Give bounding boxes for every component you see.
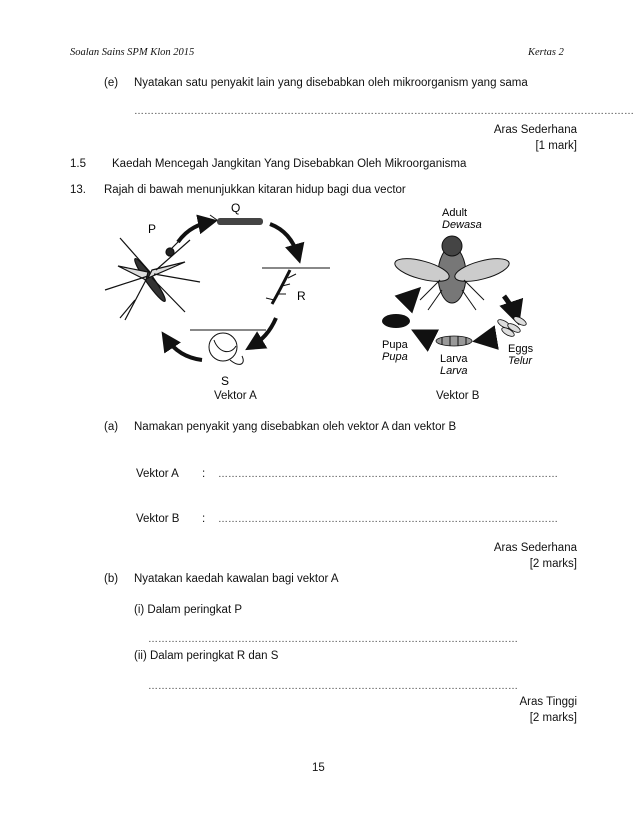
question-b-number: (b): [104, 573, 119, 585]
vektor-b-label: Vektor B: [136, 513, 180, 525]
label-q: Q: [231, 201, 241, 215]
maggot-icon: [436, 336, 472, 346]
life-cycle-diagram: [90, 200, 560, 385]
fly-pupa-icon: [382, 314, 410, 328]
answer-line-e: ……………………………………………………………………………………………………………………………………: [134, 106, 634, 117]
question-b-text: Nyatakan kaedah kawalan bagi vektor A: [134, 573, 339, 585]
caption-vektor-a: Vektor A: [214, 390, 257, 402]
mosquito-adult-icon: [105, 234, 200, 320]
vektor-a-colon: :: [202, 468, 206, 480]
label-adult-ms: Dewasa: [442, 219, 482, 231]
arrow-p-to-q: [178, 222, 210, 242]
marks-e: [1 mark]: [535, 140, 577, 152]
label-s: S: [221, 374, 230, 385]
arrow-larva-to-pupa: [420, 334, 428, 338]
question-13-text: Rajah di bawah menunjukkan kitaran hidup bagi dua vector: [104, 184, 406, 196]
level-e: Aras Sederhana: [493, 124, 577, 136]
section-title: Kaedah Mencegah Jangkitan Yang Disebabkan Oleh Mikroorganisma: [112, 158, 467, 170]
vektor-b-answer-line[interactable]: …………………………………………………………………………………………: [218, 514, 558, 525]
larva-icon: [262, 268, 330, 304]
question-e-number: (e): [104, 77, 119, 89]
arrow-r-to-s: [252, 318, 276, 346]
egg-raft-icon: [210, 215, 263, 225]
vector-a-cycle: [105, 201, 330, 385]
header-right: Kertas 2: [528, 47, 564, 58]
eggs-icon: [496, 315, 527, 338]
question-a-text: Namakan penyakit yang disebabkan oleh vektor A dan vektor B: [134, 421, 457, 433]
answer-line-b-i[interactable]: …………………………………………………………………………………………………: [148, 634, 518, 645]
page-number: 15: [312, 762, 325, 774]
label-larva-ms: Larva: [440, 365, 468, 377]
caption-vektor-b: Vektor B: [436, 390, 480, 402]
level-b: Aras Tinggi: [519, 696, 577, 708]
label-r: R: [297, 289, 306, 303]
section-number: 1.5: [70, 158, 86, 170]
answer-line-b-ii[interactable]: …………………………………………………………………………………………………: [148, 681, 518, 692]
question-13-number: 13.: [70, 184, 86, 196]
label-eggs-ms: Telur: [508, 355, 533, 367]
vektor-a-label: Vektor A: [136, 468, 179, 480]
label-p: P: [148, 222, 157, 236]
question-b-i: (i) Dalam peringkat P: [134, 604, 243, 616]
arrow-eggs-to-larva: [482, 338, 494, 340]
question-b-ii: (ii) Dalam peringkat R dan S: [134, 650, 279, 662]
level-a: Aras Sederhana: [493, 542, 577, 554]
vector-b-cycle: [382, 207, 534, 377]
vektor-a-answer-line[interactable]: …………………………………………………………………………………………: [218, 469, 558, 480]
question-a-number: (a): [104, 421, 119, 433]
label-pupa: Pupa: [382, 339, 408, 351]
label-larva: Larva: [440, 353, 468, 365]
vektor-b-colon: :: [202, 513, 206, 525]
label-pupa-ms: Pupa: [382, 351, 408, 363]
header-left: Soalan Sains SPM Klon 2015: [70, 47, 195, 58]
marks-a: [2 marks]: [529, 558, 577, 570]
label-adult: Adult: [442, 207, 468, 219]
arrow-q-to-r: [270, 224, 298, 256]
arrow-adult-to-eggs: [504, 296, 516, 316]
question-e-text: Nyatakan satu penyakit lain yang disebabkan oleh mikroorganism yang sama: [134, 77, 528, 89]
arrow-s-to-p: [166, 338, 202, 360]
arrow-pupa-to-adult: [404, 294, 414, 304]
label-eggs: Eggs: [508, 343, 534, 355]
marks-b: [2 marks]: [529, 712, 577, 724]
